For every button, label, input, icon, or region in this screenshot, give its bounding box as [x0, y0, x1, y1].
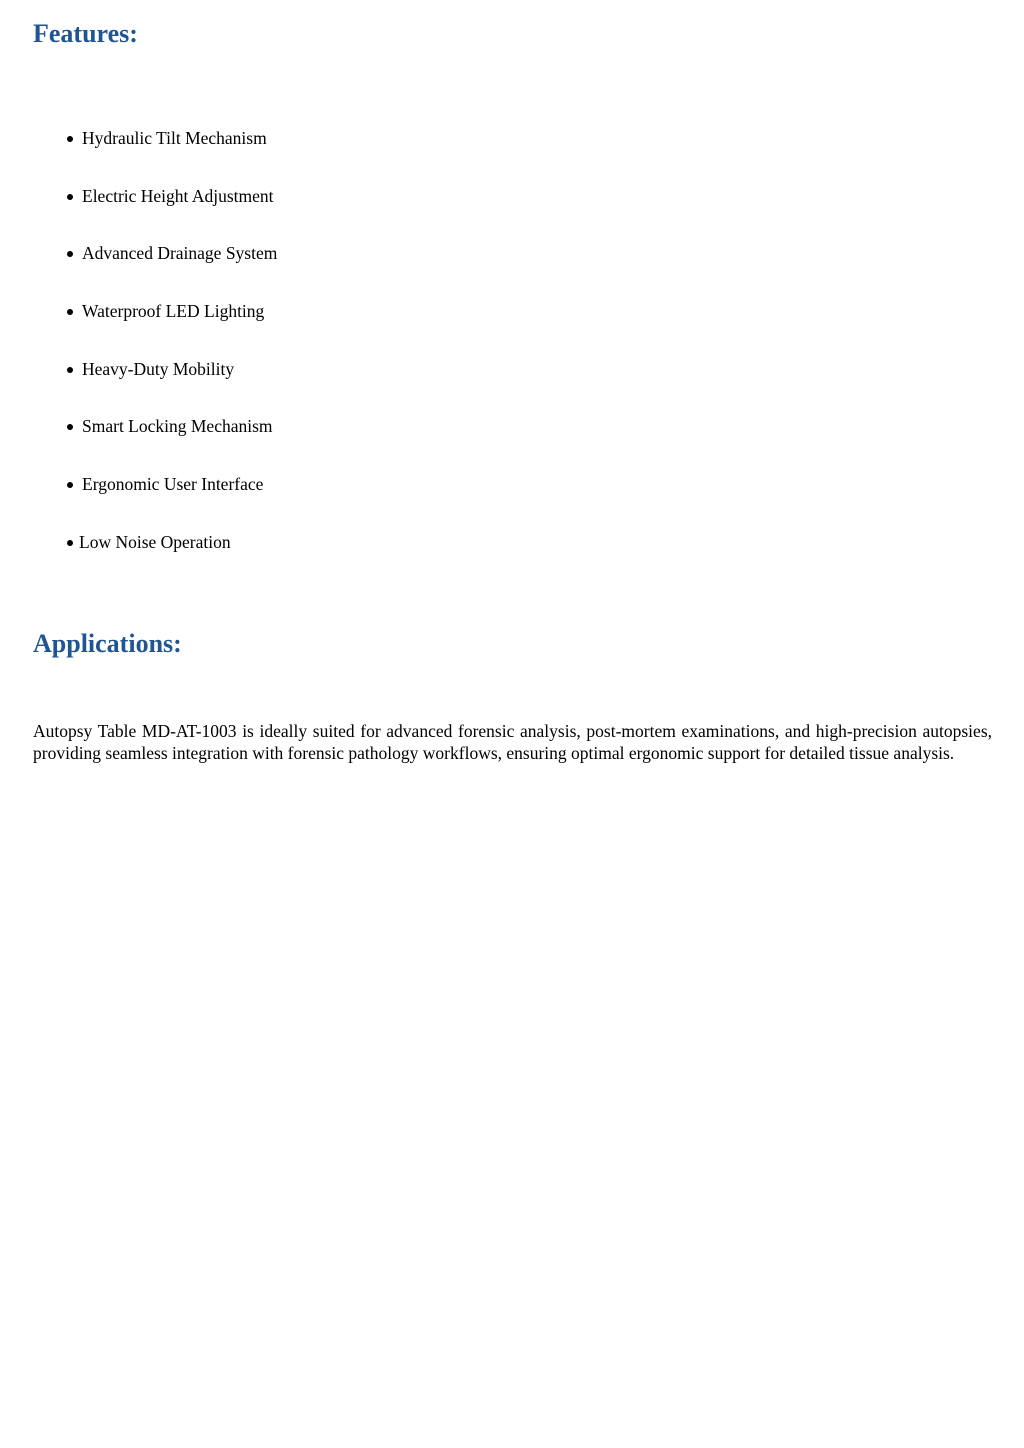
features-heading: Features:	[33, 19, 138, 48]
list-item	[67, 242, 277, 264]
list-item	[67, 415, 273, 437]
applications-paragraph: Autopsy Table MD-AT-1003 is ideally suited for advanced forensic analysis, post-mortem examinations, and high-precision autopsies, providing seamless integration with forensic pathology workflows, ensuring optimal ergonomic support for detailed tissue analysis.	[33, 721, 992, 763]
feature-label: Electric Height Adjustment	[82, 186, 274, 206]
feature-label: Waterproof LED Lighting	[82, 301, 265, 321]
bullet-icon	[67, 424, 73, 430]
list-item	[67, 358, 234, 380]
feature-label: Low Noise Operation	[79, 532, 231, 552]
bullet-icon	[67, 309, 73, 315]
bullet-icon	[67, 482, 73, 488]
bullet-icon	[67, 251, 73, 257]
list-item	[67, 185, 273, 207]
feature-label: Heavy-Duty Mobility	[82, 359, 235, 379]
applications-heading: Applications:	[33, 629, 182, 658]
bullet-icon	[67, 540, 73, 546]
bullet-icon	[67, 194, 73, 200]
feature-label: Hydraulic Tilt Mechanism	[82, 128, 267, 148]
list-item	[67, 127, 267, 149]
bullet-icon	[67, 367, 73, 373]
feature-label: Smart Locking Mechanism	[82, 416, 273, 436]
list-item	[67, 531, 231, 553]
bullet-icon	[67, 136, 73, 142]
feature-label: Ergonomic User Interface	[82, 474, 264, 494]
feature-label: Advanced Drainage System	[82, 243, 278, 263]
list-item	[67, 473, 263, 495]
list-item	[67, 300, 264, 322]
